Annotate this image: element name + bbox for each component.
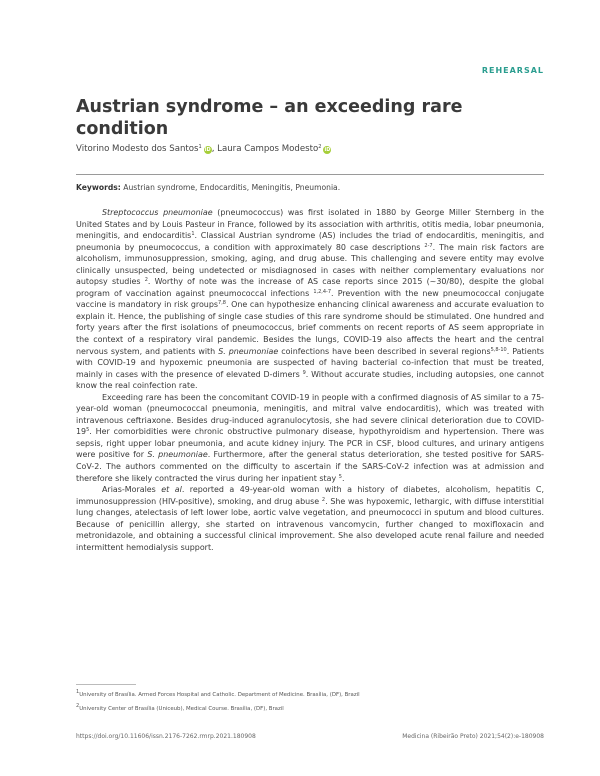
affiliation-mark: 2 — [318, 144, 322, 150]
article-title: Austrian syndrome – an exceeding rare condition — [76, 97, 463, 139]
citation-ref[interactable]: 5 — [86, 427, 90, 434]
section-label: REHEARSAL — [481, 66, 544, 75]
paragraph: Arias-Morales et al. reported a 49-year-old woman with a history of diabetes, alcoholism, hepatitis C, immunosuppression (HIV-positive), smoking, and drug abuse $^2$. She was hypoxemic, lethargic, with diffuse interstitial lung changes, atelectasis of left lower lobe, aortic valve vegetation, and pneumococci in sputum and blood cultures. Because of penicillin allergy, she started on intravenous vancomycin, further changed to moxifloxacin and metronidazole, and obtaining a successful clinical improvement. She also developed acute renal failure and needed intermittent hemodialysis support. — [76, 485, 544, 552]
footnote-divider — [76, 684, 136, 685]
citation-ref[interactable]: 1 — [191, 231, 195, 238]
keywords-list: Austrian syndrome, Endocarditis, Meningitis, Pneumonia. — [123, 183, 341, 192]
author-list — [76, 144, 331, 154]
paragraph: Exceeding rare has been the concomitant COVID-19 in people with a confirmed diagnosis of AS similar to a 75-year-old woman (pneumococcal pneumonia, meningitis, and mitral valve endocarditis), which was treated with intravenous ceftriaxone. Besides drug-induced agranulocytosis, she had severe clinical deterioration due to COVID-$19^5$. Her comorbidities were chronic obstructive pulmonary disease, hypothyroidism and hypertension. There was sepsis, right upper lobar pneumonia, and acute kidney injury. The PCR in CSF, blood cultures, and urinary antigens were positive for S. pneumoniae. Furthermore, after the general status deterioration, she tested positive for SARS-CoV-2. The authors commented on the difficulty to ascertain if the SARS-CoV-2 infection was at admission and therefore she likely contracted the virus during her inpatient stay $^5$. — [76, 392, 544, 483]
keywords-label: Keywords: — [76, 183, 121, 192]
doi-link[interactable]: https://doi.org/10.11606/issn.2176-7262.rmrp.2021.180908 — [76, 733, 256, 740]
keywords — [76, 183, 340, 192]
author-separator: , — [211, 144, 215, 154]
orcid-icon[interactable]: iD — [324, 147, 331, 153]
author-name[interactable]: Laura Campos Modesto — [217, 144, 319, 154]
paragraph: Streptococcus pneumoniae (pneumococcus) was first isolated in 1880 by George Miller Sternberg in the United States and by Louis Pasteur in France, followed by its association with arthritis, otitis media, lobar pneumonia, meningitis, and endocarditis$^1$. Classical Austrian syndrome (AS) includes the triad of endocarditis, meningitis, and pneumonia by pneumococcus, a condition with approximately 80 case descriptions $^{2-7}$. The main risk factors are alcoholism, immunosuppression, smoking, aging, and drug abuse. This challenging and severe entity may evolve clinically unsuspected, being undetected or misdiagnosed in cases with neither complementary evaluations nor autopsy studies $^2$. Worthy of note was the increase of AS case reports since 2015 (~30/80), despite the global program of vaccination against pneumococcal infections $^{1,2,4-7}$. Prevention with the new pneumococcal conjugate vaccine is mandatory in risk groups$^{7,8}$. One can hypothesize enhancing clinical awareness and accurate evaluation to explain it. Hence, the publishing of single case studies of this rare syndrome should be stimulated. One hundred and forty years after the first isolations of pneumococcus, brief comments on recent reports of AS seem appropriate in the context of a respiratory viral pandemic. Besides the lungs, COVID-19 also affects the heart and the central nervous system, and patients with S. pneumoniae coinfections have been described in several regions$^{5,8-10}$. Patients with COVID-19 and hypoxemic pneumonia are suspected of having bacterial co-infection that must be treated, mainly in cases with the presence of elevated D-dimers $^9$. Without accurate studies, including autopsies, one cannot know the real coinfection rate. — [76, 208, 544, 391]
citation-ref[interactable]: 5,8-10 — [490, 346, 507, 353]
article-body — [76, 207, 544, 553]
citation-ref[interactable]: 2 — [144, 277, 148, 284]
citation-ref[interactable]: 5 — [338, 473, 342, 480]
author-name[interactable]: Vitorino Modesto dos Santos — [76, 144, 199, 154]
citation-ref[interactable]: 2 — [321, 496, 326, 503]
citation-ref[interactable]: 7,8 — [218, 300, 226, 307]
citation-ref[interactable]: 2-7 — [424, 242, 433, 249]
affiliation-mark: 1 — [198, 144, 202, 150]
citation-ref[interactable]: 9 — [302, 369, 306, 376]
header-divider — [76, 174, 544, 175]
journal-citation: Medicina (Ribeirão Preto) 2021;54(2):e-180908 — [402, 733, 544, 740]
footnote: $^1$University of Brasília. Armed Forces Hospital and Catholic. Department of Medicine. Brasília, (DF), Brazil — [76, 689, 360, 698]
footnote: $^2$University Center of Brasília (Uniceub), Medical Course. Brasília, (DF), Brazil — [76, 703, 284, 712]
citation-ref[interactable]: 1,2,4-7 — [313, 288, 332, 295]
orcid-icon[interactable]: iD — [204, 147, 211, 153]
